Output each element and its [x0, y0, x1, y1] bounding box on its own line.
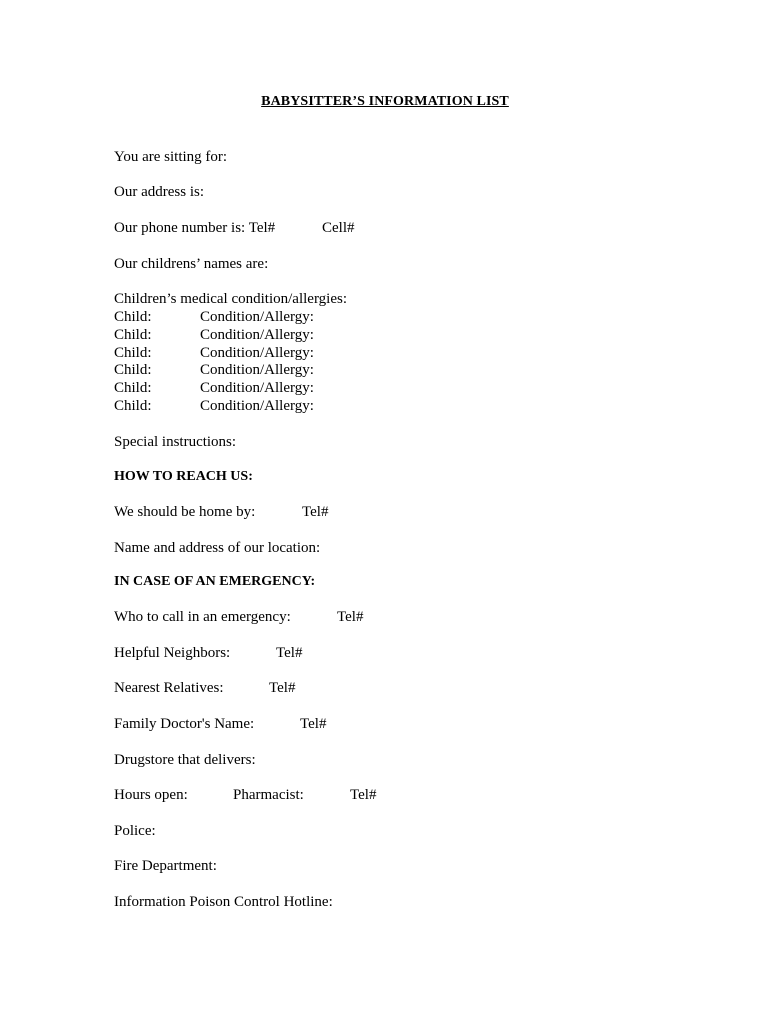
sitting-for-label: You are sitting for: — [114, 149, 228, 165]
relatives-tel-label: Tel# — [269, 680, 296, 696]
location-label: Name and address of our location: — [114, 540, 321, 556]
poison-control-label: Information Poison Control Hotline: — [114, 894, 333, 910]
medical-condition-label: Condition/Allergy: — [200, 380, 314, 396]
special-instructions-label: Special instructions: — [114, 434, 237, 450]
fire-department-label: Fire Department: — [114, 858, 217, 874]
neighbors-label: Helpful Neighbors: — [114, 645, 231, 661]
hours-open-label: Hours open: — [114, 787, 188, 803]
doctor-label: Family Doctor's Name: — [114, 716, 255, 732]
drugstore-label: Drugstore that delivers: — [114, 752, 256, 768]
medical-condition-label: Condition/Allergy: — [200, 398, 314, 414]
document-title: BABYSITTER’S INFORMATION LIST — [261, 94, 509, 109]
relatives-label: Nearest Relatives: — [114, 680, 224, 696]
medical-child-label: Child: — [114, 380, 152, 396]
phone-cell-label: Cell# — [322, 220, 355, 236]
how-to-reach-heading: HOW TO REACH US: — [114, 469, 253, 484]
doctor-tel-label: Tel# — [300, 716, 327, 732]
neighbors-tel-label: Tel# — [276, 645, 303, 661]
medical-condition-label: Condition/Allergy: — [200, 327, 314, 343]
home-by-label: We should be home by: — [114, 504, 256, 520]
children-names-label: Our childrens’ names are: — [114, 256, 269, 272]
medical-child-label: Child: — [114, 309, 152, 325]
who-to-call-tel-label: Tel# — [337, 609, 364, 625]
medical-condition-label: Condition/Allergy: — [200, 362, 314, 378]
medical-heading: Children’s medical condition/allergies: — [114, 291, 348, 307]
medical-condition-label: Condition/Allergy: — [200, 309, 314, 325]
medical-child-label: Child: — [114, 345, 152, 361]
pharmacist-tel-label: Tel# — [350, 787, 377, 803]
home-by-tel-label: Tel# — [302, 504, 329, 520]
medical-child-label: Child: — [114, 327, 152, 343]
medical-child-label: Child: — [114, 362, 152, 378]
phone-label: Our phone number is: Tel# — [114, 220, 276, 236]
medical-child-label: Child: — [114, 398, 152, 414]
emergency-heading: IN CASE OF AN EMERGENCY: — [114, 574, 316, 589]
pharmacist-label: Pharmacist: — [233, 787, 304, 803]
address-label: Our address is: — [114, 184, 204, 200]
medical-condition-label: Condition/Allergy: — [200, 345, 314, 361]
who-to-call-label: Who to call in an emergency: — [114, 609, 291, 625]
police-label: Police: — [114, 823, 156, 839]
